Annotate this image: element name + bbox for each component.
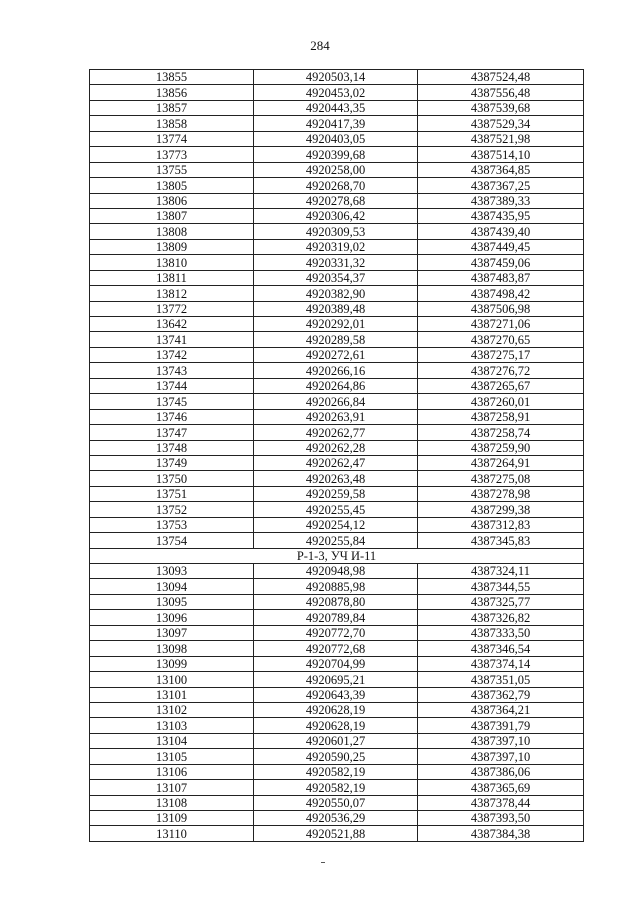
- point-number-cell: 13103: [90, 718, 254, 733]
- y-coordinate-cell: 4387299,38: [418, 502, 584, 517]
- table-row: [90, 178, 584, 193]
- table-row: [90, 224, 584, 239]
- x-coordinate-cell: 4920417,39: [254, 116, 418, 131]
- y-coordinate-cell: 4387276,72: [418, 363, 584, 378]
- point-number-cell: 13774: [90, 131, 254, 146]
- table-row: [90, 363, 584, 378]
- footer-mark: [321, 862, 325, 863]
- point-number-cell: 13093: [90, 564, 254, 579]
- table-row: [90, 749, 584, 764]
- point-number-cell: 13856: [90, 85, 254, 100]
- table-row: [90, 733, 584, 748]
- table-row: [90, 502, 584, 517]
- point-number-cell: 13745: [90, 394, 254, 409]
- x-coordinate-cell: 4920772,68: [254, 641, 418, 656]
- table-row: [90, 131, 584, 146]
- point-number-cell: 13753: [90, 517, 254, 532]
- point-number-cell: 13807: [90, 208, 254, 223]
- point-number-cell: 13096: [90, 610, 254, 625]
- y-coordinate-cell: 4387397,10: [418, 749, 584, 764]
- point-number-cell: 13746: [90, 409, 254, 424]
- section-header-row: [90, 548, 584, 563]
- x-coordinate-cell: 4920262,28: [254, 440, 418, 455]
- x-coordinate-cell: 4920948,98: [254, 564, 418, 579]
- y-coordinate-cell: 4387275,17: [418, 347, 584, 362]
- table-row: [90, 672, 584, 687]
- point-number-cell: 13811: [90, 270, 254, 285]
- x-coordinate-cell: 4920536,29: [254, 811, 418, 826]
- point-number-cell: 13102: [90, 702, 254, 717]
- table-row: [90, 425, 584, 440]
- table-row: [90, 193, 584, 208]
- x-coordinate-cell: 4920354,37: [254, 270, 418, 285]
- table-row: [90, 286, 584, 301]
- table-row: [90, 811, 584, 826]
- x-coordinate-cell: 4920263,48: [254, 471, 418, 486]
- x-coordinate-cell: 4920772,70: [254, 625, 418, 640]
- y-coordinate-cell: 4387362,79: [418, 687, 584, 702]
- y-coordinate-cell: 4387483,87: [418, 270, 584, 285]
- y-coordinate-cell: 4387326,82: [418, 610, 584, 625]
- y-coordinate-cell: 4387529,34: [418, 116, 584, 131]
- y-coordinate-cell: 4387258,74: [418, 425, 584, 440]
- table-row: [90, 409, 584, 424]
- x-coordinate-cell: 4920389,48: [254, 301, 418, 316]
- point-number-cell: 13109: [90, 811, 254, 826]
- table-row: [90, 440, 584, 455]
- table-row: [90, 301, 584, 316]
- table-row: [90, 702, 584, 717]
- y-coordinate-cell: 4387506,98: [418, 301, 584, 316]
- x-coordinate-cell: 4920278,68: [254, 193, 418, 208]
- x-coordinate-cell: 4920628,19: [254, 718, 418, 733]
- table-row: [90, 147, 584, 162]
- table-row: [90, 656, 584, 671]
- x-coordinate-cell: 4920272,61: [254, 347, 418, 362]
- table-row: [90, 764, 584, 779]
- x-coordinate-cell: 4920266,84: [254, 394, 418, 409]
- y-coordinate-cell: 4387439,40: [418, 224, 584, 239]
- y-coordinate-cell: 4387393,50: [418, 811, 584, 826]
- x-coordinate-cell: 4920292,01: [254, 317, 418, 332]
- point-number-cell: 13755: [90, 162, 254, 177]
- table-row: [90, 641, 584, 656]
- y-coordinate-cell: 4387389,33: [418, 193, 584, 208]
- y-coordinate-cell: 4387556,48: [418, 85, 584, 100]
- y-coordinate-cell: 4387271,06: [418, 317, 584, 332]
- table-row: [90, 347, 584, 362]
- y-coordinate-cell: 4387378,44: [418, 795, 584, 810]
- y-coordinate-cell: 4387539,68: [418, 100, 584, 115]
- x-coordinate-cell: 4920453,02: [254, 85, 418, 100]
- y-coordinate-cell: 4387278,98: [418, 486, 584, 501]
- point-number-cell: 13857: [90, 100, 254, 115]
- point-number-cell: 13097: [90, 625, 254, 640]
- table-row: [90, 579, 584, 594]
- point-number-cell: 13095: [90, 594, 254, 609]
- x-coordinate-cell: 4920582,19: [254, 780, 418, 795]
- x-coordinate-cell: 4920628,19: [254, 702, 418, 717]
- x-coordinate-cell: 4920503,14: [254, 70, 418, 85]
- y-coordinate-cell: 4387397,10: [418, 733, 584, 748]
- x-coordinate-cell: 4920258,00: [254, 162, 418, 177]
- point-number-cell: 13106: [90, 764, 254, 779]
- point-number-cell: 13094: [90, 579, 254, 594]
- point-number-cell: 13098: [90, 641, 254, 656]
- point-number-cell: 13105: [90, 749, 254, 764]
- y-coordinate-cell: 4387367,25: [418, 178, 584, 193]
- y-coordinate-cell: 4387435,95: [418, 208, 584, 223]
- y-coordinate-cell: 4387449,45: [418, 239, 584, 254]
- point-number-cell: 13754: [90, 533, 254, 548]
- table-row: [90, 270, 584, 285]
- table-row: [90, 594, 584, 609]
- y-coordinate-cell: 4387325,77: [418, 594, 584, 609]
- coordinates-table: [89, 69, 584, 842]
- table-row: [90, 455, 584, 470]
- x-coordinate-cell: 4920262,47: [254, 455, 418, 470]
- y-coordinate-cell: 4387351,05: [418, 672, 584, 687]
- point-number-cell: 13810: [90, 255, 254, 270]
- y-coordinate-cell: 4387346,54: [418, 641, 584, 656]
- x-coordinate-cell: 4920399,68: [254, 147, 418, 162]
- x-coordinate-cell: 4920331,32: [254, 255, 418, 270]
- y-coordinate-cell: 4387344,55: [418, 579, 584, 594]
- point-number-cell: 13806: [90, 193, 254, 208]
- y-coordinate-cell: 4387265,67: [418, 378, 584, 393]
- x-coordinate-cell: 4920521,88: [254, 826, 418, 841]
- x-coordinate-cell: 4920704,99: [254, 656, 418, 671]
- y-coordinate-cell: 4387264,91: [418, 455, 584, 470]
- point-number-cell: 13805: [90, 178, 254, 193]
- x-coordinate-cell: 4920695,21: [254, 672, 418, 687]
- point-number-cell: 13110: [90, 826, 254, 841]
- y-coordinate-cell: 4387275,08: [418, 471, 584, 486]
- table-row: [90, 162, 584, 177]
- x-coordinate-cell: 4920590,25: [254, 749, 418, 764]
- point-number-cell: 13773: [90, 147, 254, 162]
- point-number-cell: 13812: [90, 286, 254, 301]
- x-coordinate-cell: 4920264,86: [254, 378, 418, 393]
- page-number: 284: [310, 38, 330, 53]
- x-coordinate-cell: 4920255,45: [254, 502, 418, 517]
- x-coordinate-cell: 4920403,05: [254, 131, 418, 146]
- y-coordinate-cell: 4387521,98: [418, 131, 584, 146]
- table-row: [90, 255, 584, 270]
- point-number-cell: 13101: [90, 687, 254, 702]
- point-number-cell: 13749: [90, 455, 254, 470]
- y-coordinate-cell: 4387384,38: [418, 826, 584, 841]
- x-coordinate-cell: 4920885,98: [254, 579, 418, 594]
- point-number-cell: 13742: [90, 347, 254, 362]
- table-row: [90, 471, 584, 486]
- y-coordinate-cell: 4387459,06: [418, 255, 584, 270]
- table-row: [90, 100, 584, 115]
- x-coordinate-cell: 4920306,42: [254, 208, 418, 223]
- x-coordinate-cell: 4920266,16: [254, 363, 418, 378]
- table-row: [90, 486, 584, 501]
- section-header: Р-1-3, УЧ И-11: [90, 548, 584, 563]
- y-coordinate-cell: 4387364,85: [418, 162, 584, 177]
- table-row: [90, 378, 584, 393]
- y-coordinate-cell: 4387498,42: [418, 286, 584, 301]
- table-row: [90, 70, 584, 85]
- point-number-cell: 13748: [90, 440, 254, 455]
- y-coordinate-cell: 4387514,10: [418, 147, 584, 162]
- table-row: [90, 517, 584, 532]
- point-number-cell: 13107: [90, 780, 254, 795]
- point-number-cell: 13744: [90, 378, 254, 393]
- y-coordinate-cell: 4387374,14: [418, 656, 584, 671]
- x-coordinate-cell: 4920582,19: [254, 764, 418, 779]
- point-number-cell: 13108: [90, 795, 254, 810]
- x-coordinate-cell: 4920268,70: [254, 178, 418, 193]
- x-coordinate-cell: 4920289,58: [254, 332, 418, 347]
- table-row: [90, 564, 584, 579]
- x-coordinate-cell: 4920878,80: [254, 594, 418, 609]
- y-coordinate-cell: 4387312,83: [418, 517, 584, 532]
- point-number-cell: 13855: [90, 70, 254, 85]
- point-number-cell: 13104: [90, 733, 254, 748]
- y-coordinate-cell: 4387259,90: [418, 440, 584, 455]
- table-row: [90, 116, 584, 131]
- y-coordinate-cell: 4387258,91: [418, 409, 584, 424]
- table-row: [90, 625, 584, 640]
- point-number-cell: 13642: [90, 317, 254, 332]
- point-number-cell: 13099: [90, 656, 254, 671]
- y-coordinate-cell: 4387386,06: [418, 764, 584, 779]
- x-coordinate-cell: 4920255,84: [254, 533, 418, 548]
- point-number-cell: 13741: [90, 332, 254, 347]
- x-coordinate-cell: 4920263,91: [254, 409, 418, 424]
- coordinates-table-body: [90, 70, 584, 842]
- x-coordinate-cell: 4920550,07: [254, 795, 418, 810]
- point-number-cell: 13809: [90, 239, 254, 254]
- x-coordinate-cell: 4920643,39: [254, 687, 418, 702]
- y-coordinate-cell: 4387364,21: [418, 702, 584, 717]
- x-coordinate-cell: 4920319,02: [254, 239, 418, 254]
- table-row: [90, 239, 584, 254]
- point-number-cell: 13100: [90, 672, 254, 687]
- table-row: [90, 687, 584, 702]
- table-row: [90, 394, 584, 409]
- y-coordinate-cell: 4387524,48: [418, 70, 584, 85]
- table-row: [90, 826, 584, 841]
- table-row: [90, 718, 584, 733]
- x-coordinate-cell: 4920443,35: [254, 100, 418, 115]
- table-row: [90, 610, 584, 625]
- point-number-cell: 13747: [90, 425, 254, 440]
- x-coordinate-cell: 4920309,53: [254, 224, 418, 239]
- point-number-cell: 13808: [90, 224, 254, 239]
- y-coordinate-cell: 4387365,69: [418, 780, 584, 795]
- x-coordinate-cell: 4920262,77: [254, 425, 418, 440]
- y-coordinate-cell: 4387324,11: [418, 564, 584, 579]
- y-coordinate-cell: 4387345,83: [418, 533, 584, 548]
- point-number-cell: 13750: [90, 471, 254, 486]
- table-row: [90, 332, 584, 347]
- table-row: [90, 795, 584, 810]
- point-number-cell: 13743: [90, 363, 254, 378]
- table-row: [90, 317, 584, 332]
- point-number-cell: 13858: [90, 116, 254, 131]
- x-coordinate-cell: 4920254,12: [254, 517, 418, 532]
- y-coordinate-cell: 4387391,79: [418, 718, 584, 733]
- x-coordinate-cell: 4920789,84: [254, 610, 418, 625]
- x-coordinate-cell: 4920259,58: [254, 486, 418, 501]
- table-row: [90, 85, 584, 100]
- point-number-cell: 13751: [90, 486, 254, 501]
- x-coordinate-cell: 4920382,90: [254, 286, 418, 301]
- y-coordinate-cell: 4387333,50: [418, 625, 584, 640]
- point-number-cell: 13772: [90, 301, 254, 316]
- table-row: [90, 780, 584, 795]
- table-row: [90, 208, 584, 223]
- point-number-cell: 13752: [90, 502, 254, 517]
- y-coordinate-cell: 4387270,65: [418, 332, 584, 347]
- table-row: [90, 533, 584, 548]
- x-coordinate-cell: 4920601,27: [254, 733, 418, 748]
- y-coordinate-cell: 4387260,01: [418, 394, 584, 409]
